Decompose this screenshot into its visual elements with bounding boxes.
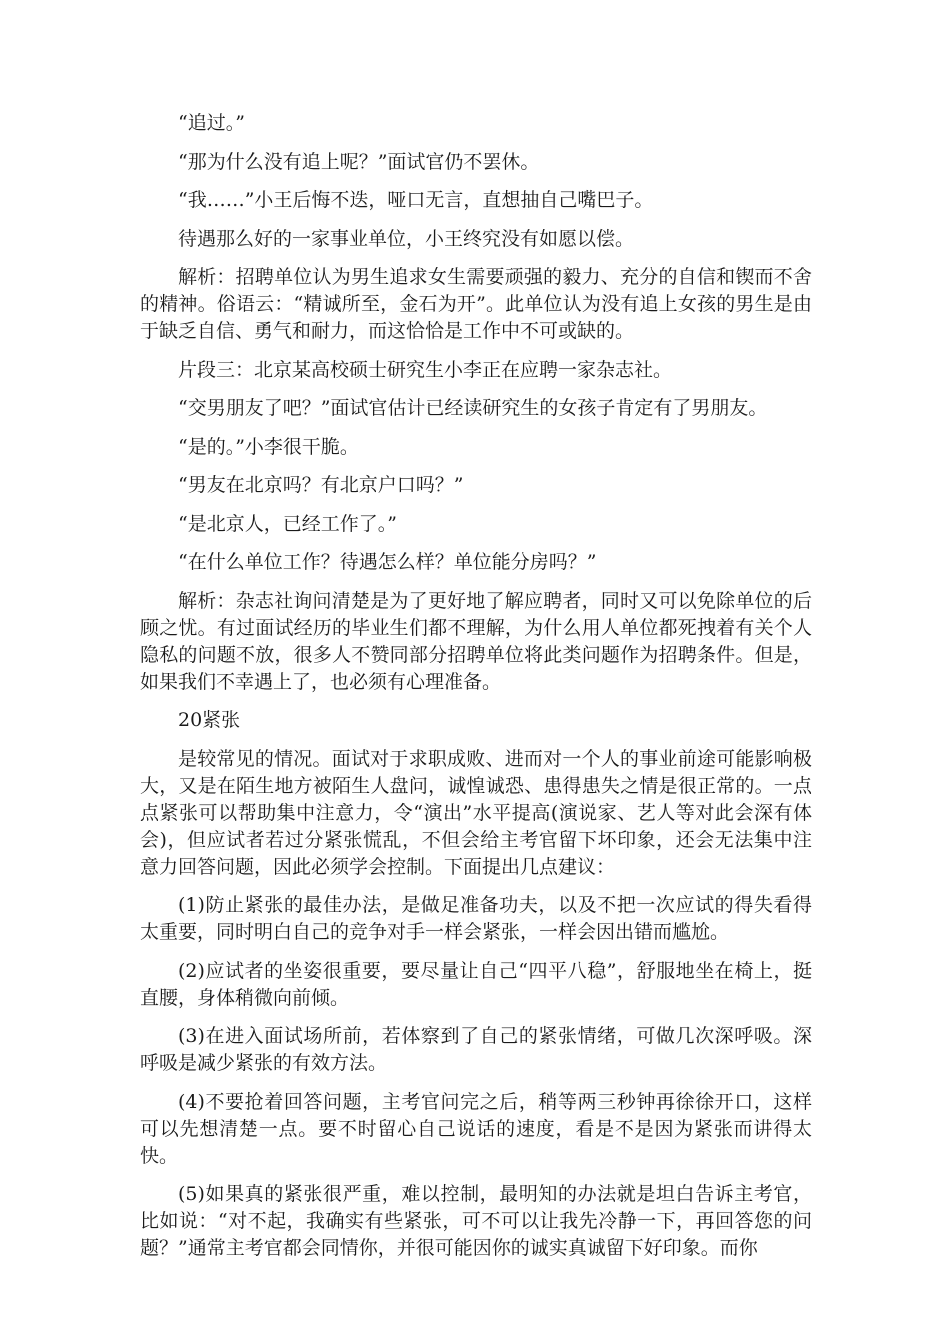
section-heading: 20紧张 [178, 709, 241, 731]
list-item-4: (4)不要抢着回答问题，主考官问完之后，稍等两三秒钟再徐徐开口，这样可以先想清楚一点。要不时留心自己说话的速度，看是不是因为紧张而讲得太快。 [140, 1090, 812, 1167]
dialogue-line-regret: “我……”小王后悔不迭，哑口无言，直想抽自己嘴巴子。 [178, 189, 654, 211]
dialogue-line-working: “是北京人，已经工作了。” [178, 512, 397, 535]
narrative-paragraph: 待遇那么好的一家事业单位，小王终究没有如愿以偿。 [178, 227, 635, 250]
list-item-2: (2)应试者的坐姿很重要，要尽量让自己“四平八稳”，舒服地坐在椅上，挺直腰，身体稍微向前倾。 [140, 959, 812, 1009]
dialogue-line-yes: “是的。”小李很干脆。 [178, 435, 359, 458]
body-paragraph: 是较常见的情况。面试对于求职成败、进而对一个人的事业前途可能影响极大，又是在陌生地方被陌生人盘问，诚惶诚恐、患得患失之情是很正常的。一点点紧张可以帮助集中注意力，令“演出”水平提高(演说家、艺人等对此会深有体会)，但应试者若过分紧张慌乱，不但会给主考官留下坏印象，还会无法集中注意力回答问题，因此必须学会控制。下面提出几点建议： [140, 747, 812, 878]
dialogue-line-employer: “在什么单位工作？待遇怎么样？单位能分房吗？” [178, 551, 597, 573]
analysis-paragraph: 解析：招聘单位认为男生追求女生需要顽强的毅力、充分的自信和锲而不舍的精神。俗语云：“精诚所至，金石为开”。此单位认为没有追上女孩的男生是由于缺乏自信、勇气和耐力，而这恰恰是工作中不可或缺的。 [140, 266, 812, 342]
list-item-3: (3)在进入面试场所前，若体察到了自己的紧张情绪，可做几次深呼吸。深呼吸是减少紧张的有效方法。 [140, 1025, 812, 1074]
document-body [140, 110, 812, 1274]
dialogue-line-chased: “追过。” [178, 112, 245, 134]
list-item-1: (1)防止紧张的最佳办法，是做足准备功夫，以及不把一次应试的得失看得太重要，同时明白自己的竞争对手一样会紧张，一样会因出错而尴尬。 [140, 894, 812, 943]
list-item-5: (5)如果真的紧张很严重，难以控制，最明知的办法就是坦白告诉主考官，比如说：“对不起，我确实有些紧张，可不可以让我先冷静一下，再回答您的问题？”通常主考官都会同情你，并很可能因你的诚实真诚留下好印象。而你 [140, 1183, 812, 1259]
analysis-paragraph: 解析：杂志社询问清楚是为了更好地了解应聘者，同时又可以免除单位的后顾之忧。有过面试经历的毕业生们都不理解，为什么用人单位都死拽着有关个人隐私的问题不放，很多人不赞同部分招聘单位将此类问题作为招聘条件。但是，如果我们不幸遇上了，也必须有心理准备。 [140, 589, 812, 693]
dialogue-line-beijing: “男友在北京吗？有北京户口吗？” [178, 474, 464, 496]
dialogue-line-boyfriend: “交男朋友了吧？”面试官估计已经读研究生的女孩子肯定有了男朋友。 [178, 397, 768, 419]
dialogue-line-why-not: “那为什么没有追上呢？”面试官仍不罢休。 [178, 150, 540, 173]
segment-three-intro: 片段三：北京某高校硕士研究生小李正在应聘一家杂志社。 [178, 358, 673, 381]
